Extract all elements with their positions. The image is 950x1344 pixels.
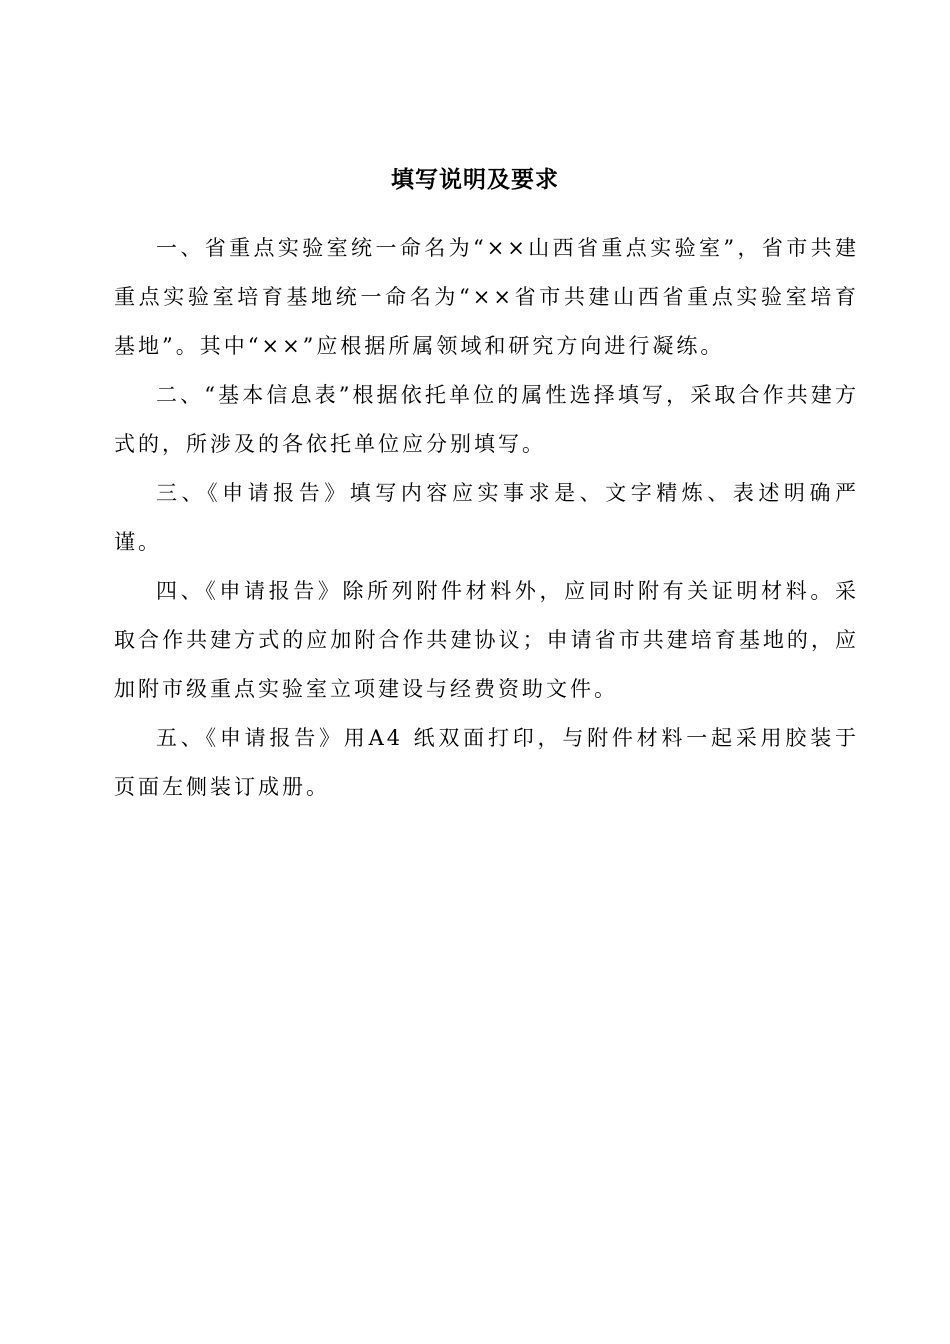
instruction-paragraph-1: 一、省重点实验室统一命名为“××山西省重点实验室”，省市共建重点实验室培育基地统一命名为“××省市共建山西省重点实验室培育基地”。其中“××”应根据所属领域和研究方向进行凝练。 (114, 236, 859, 358)
instruction-paragraph-4: 四、《申请报告》除所列附件材料外，应同时附有关证明材料。采取合作共建方式的应加附合作共建协议；申请省市共建培育基地的，应加附市级重点实验室立项建设与经费资助文件。 (114, 579, 859, 701)
page-title: 填写说明及要求 (391, 167, 559, 193)
instruction-paragraph-5: 五、《申请报告》用A4 纸双面打印，与附件材料一起采用胶装于页面左侧装订成册。 (114, 726, 859, 799)
instruction-paragraph-2: 二、“基本信息表”根据依托单位的属性选择填写，采取合作共建方式的，所涉及的各依托单位应分别填写。 (114, 383, 859, 456)
instructions-body (114, 224, 859, 812)
instruction-paragraph-3: 三、《申请报告》填写内容应实事求是、文字精炼、表述明确严谨。 (114, 481, 859, 554)
